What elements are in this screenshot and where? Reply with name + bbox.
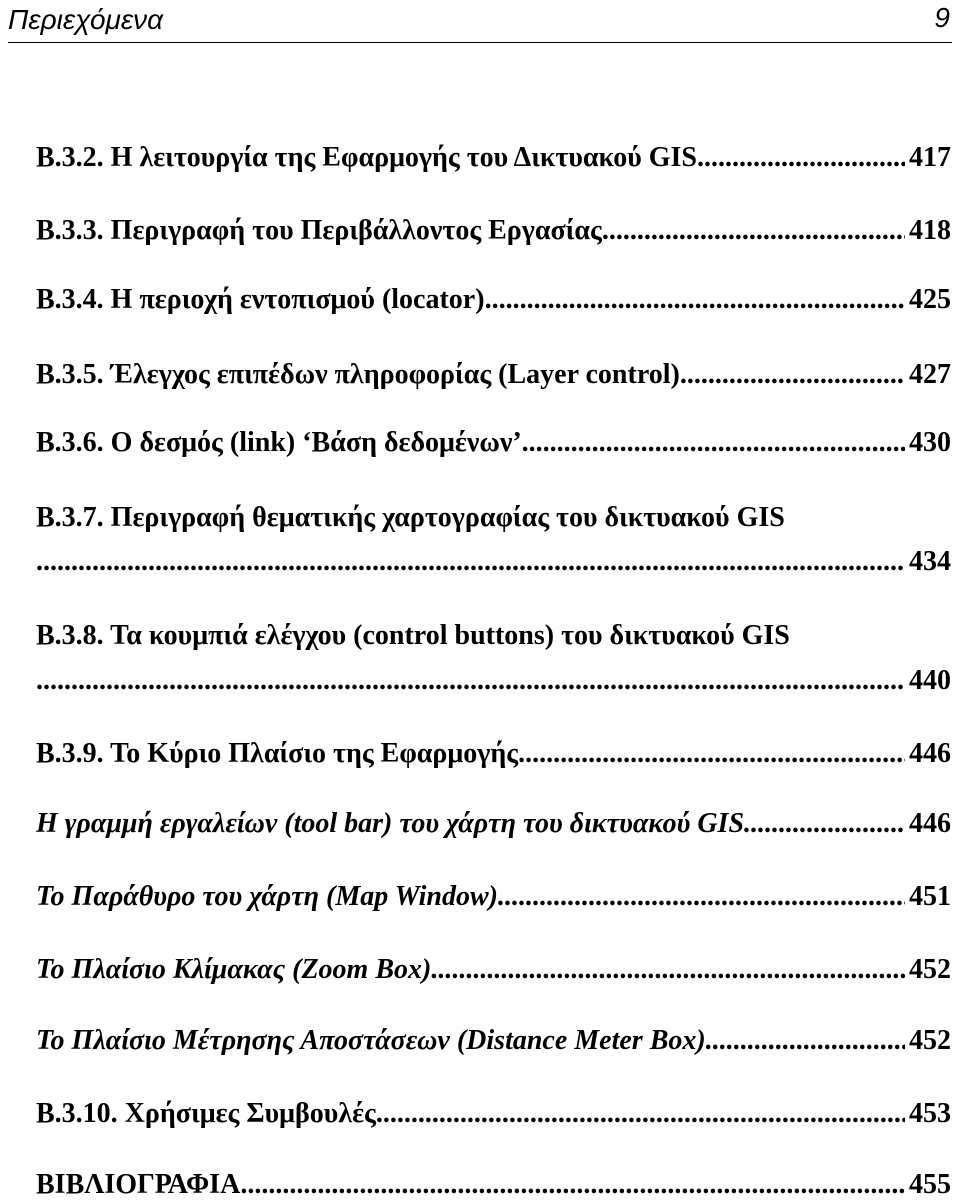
toc-entry[interactable] [36, 357, 951, 393]
toc-entry-title: Β.3.5. Έλεγχος επιπέδων πληροφορίας (Layer control) [36, 359, 680, 390]
toc-entry-page: 446 [909, 808, 951, 839]
dot-leader [602, 213, 905, 249]
toc-entry-page: 430 [909, 427, 951, 458]
toc-entry-page: 417 [909, 142, 951, 173]
dot-leader [522, 425, 905, 461]
running-head-page-number: 9 [934, 2, 950, 33]
toc-entry-title: Β.3.4. Η περιοχή εντοπισμού (locator) [36, 284, 485, 315]
page-header [8, 0, 952, 43]
toc-entry[interactable] [36, 879, 951, 915]
toc-entry-title: Β.3.7. Περιγραφή θεματικής χαρτογραφίας του δικτυακού GIS [36, 502, 785, 533]
toc-entry[interactable] [36, 425, 951, 461]
toc-entry-page: 453 [909, 1098, 951, 1129]
toc-entry-page: 452 [909, 954, 951, 985]
toc-entry[interactable] [36, 500, 951, 580]
toc-entry-title: Το Πλαίσιο Μέτρησης Αποστάσεων (Distance Meter Box) [36, 1025, 706, 1056]
toc-entry-title: Β.3.6. Ο δεσμός (link) ‘Βάση δεδομένων’ [36, 427, 522, 458]
toc-entry-page: 440 [909, 665, 951, 696]
dot-leader [706, 1023, 905, 1059]
dot-leader [485, 282, 905, 318]
toc-entry-title: Β.3.3. Περιγραφή του Περιβάλλοντος Εργασίας [36, 215, 602, 246]
toc-entry-title: Β.3.8. Τα κουμπιά ελέγχου (control buttons) του δικτυακού GIS [36, 620, 790, 651]
toc-entry[interactable] [36, 1096, 951, 1132]
dot-leader [498, 879, 905, 915]
toc-entry[interactable] [36, 140, 951, 176]
toc-entry[interactable] [36, 282, 951, 318]
toc-entry-page: 452 [909, 1025, 951, 1056]
toc-entry[interactable] [36, 952, 951, 988]
toc-entry-page: 418 [909, 215, 951, 246]
dot-leader [36, 663, 905, 699]
toc-entry[interactable] [36, 736, 951, 772]
dot-leader [697, 140, 905, 176]
toc-entry-page: 446 [909, 738, 951, 769]
dot-leader [518, 736, 905, 772]
dot-leader [744, 806, 905, 842]
dot-leader [376, 1096, 905, 1132]
toc-entry-title: ΒΙΒΛΙΟΓΡΑΦΙΑ [36, 1169, 241, 1200]
toc-entry-page: 425 [909, 284, 951, 315]
toc-entry-page: 451 [909, 881, 951, 912]
toc-entry-page: 455 [909, 1169, 951, 1200]
toc-entry-page: 434 [909, 546, 951, 577]
toc-entry-title: Β.3.10. Χρήσιμες Συμβουλές [36, 1098, 376, 1129]
toc-entry-title: Β.3.9. Το Κύριο Πλαίσιο της Εφαρμογής [36, 738, 519, 769]
toc-entry-title: Η γραμμή εργαλείων (tool bar) του χάρτη του δικτυακού GIS [36, 808, 745, 839]
toc-entry[interactable] [36, 1023, 951, 1059]
toc-entry[interactable] [36, 618, 951, 699]
toc-entry[interactable] [36, 806, 951, 842]
dot-leader [240, 1167, 905, 1203]
dot-leader [680, 357, 905, 393]
toc-entry-title: Το Παράθυρο του χάρτη (Map Window) [36, 881, 498, 912]
toc-entry[interactable] [36, 1167, 951, 1203]
toc-entry-title: Το Πλαίσιο Κλίμακας (Zoom Box) [36, 954, 432, 985]
running-head-title: Περιεχόμενα [8, 4, 164, 35]
toc-entry-title: Β.3.2. Η λειτουργία της Εφαρμογής του Δικτυακού GIS [36, 142, 698, 173]
dot-leader [36, 544, 905, 580]
dot-leader [431, 952, 905, 988]
toc-entry[interactable] [36, 213, 951, 249]
toc-entry-page: 427 [909, 359, 951, 390]
